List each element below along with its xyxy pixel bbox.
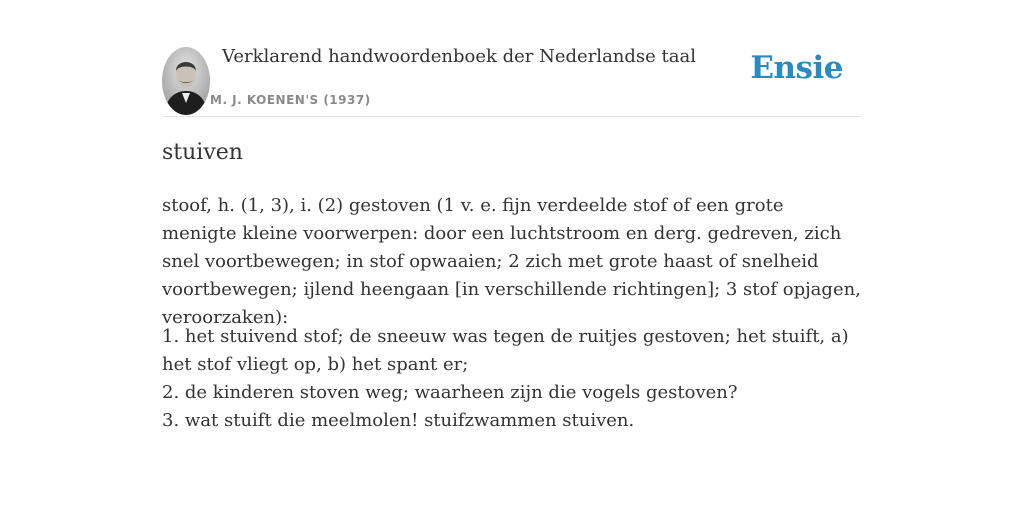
- example-item: 2. de kinderen stoven weg; waarheen zijn die vogels gestoven?: [162, 382, 738, 403]
- page-header: [162, 0, 862, 117]
- book-title: Verklarend handwoordenboek der Nederlandse taal: [222, 46, 696, 67]
- author-attribution: M. J. KOENEN'S (1937): [210, 93, 371, 107]
- example-item: 3. wat stuift die meelmolen! stuifzwammen stuiven.: [162, 410, 635, 431]
- entry-definition: stoof, h. (1, 3), i. (2) gestoven (1 v. e. fijn verdeelde stof of een grote menigte kleine voorwerpen: door een luchtstroom en derg. gedreven, zich snel voortbewegen; in stof opwaaien; 2 zich met grote haast of snelheid voortbewegen; ijlend heengaan [in verschillende richtingen]; 3 stof opjagen, veroorzaken):: [162, 195, 861, 328]
- ensie-logo-link[interactable]: Ensie: [750, 50, 843, 86]
- dictionary-page: [162, 0, 862, 431]
- portrait-icon: [162, 47, 210, 115]
- author-portrait-image: [162, 47, 210, 115]
- example-list: [162, 323, 862, 435]
- entry-headword: stuiven: [162, 140, 243, 165]
- example-item: 1. het stuivend stof; de sneeuw was tegen de ruitjes gestoven; het stuift, a) het stof vliegt op, b) het spant er;: [162, 326, 849, 375]
